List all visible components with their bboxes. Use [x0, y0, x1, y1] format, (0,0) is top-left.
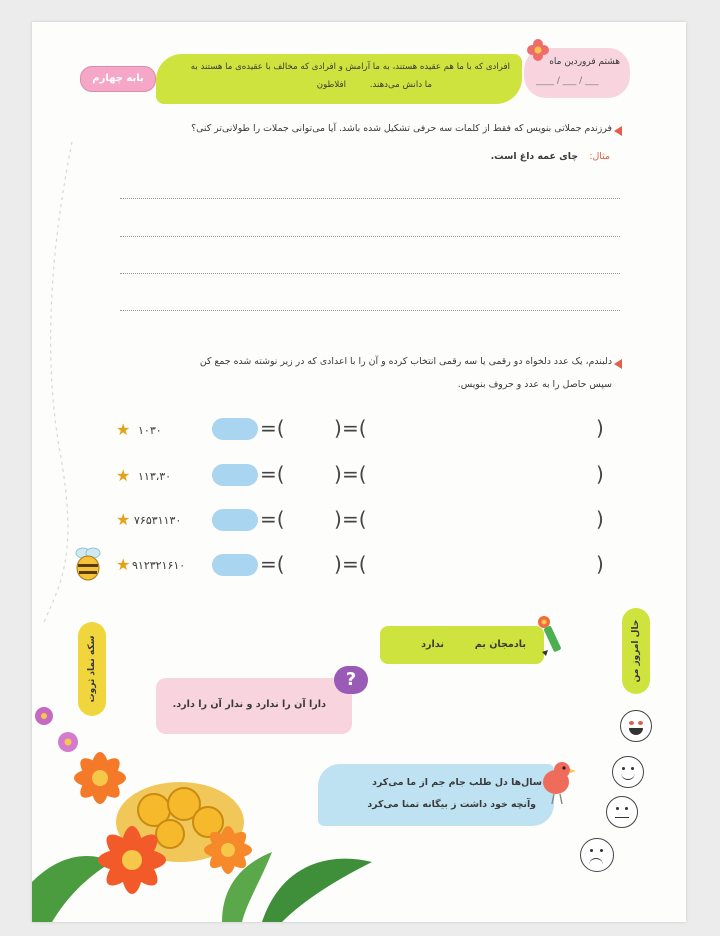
row-number: ۱۱۳،۳۰	[138, 470, 172, 483]
rule-box	[380, 626, 544, 664]
star-icon: ★	[116, 510, 131, 529]
row-number: ۷۶۵۳۱۱۳۰	[134, 514, 182, 527]
row-number: ۱۰۳۰	[138, 424, 162, 437]
close-paren: )	[596, 416, 604, 440]
close-paren: )	[596, 507, 604, 531]
open-paren: =(	[342, 462, 367, 486]
sad-face-icon[interactable]	[580, 838, 614, 872]
answer-oval[interactable]	[212, 418, 258, 440]
star-icon: ★	[116, 420, 131, 439]
mood-label: حال امروز من	[631, 619, 641, 683]
rule-label: بادمجان بم	[474, 639, 526, 650]
star-icon: ★	[116, 555, 131, 574]
exercise2-text-line2: سپس حاصل را به عدد و حروف بنویس.	[457, 379, 612, 390]
poem-line2: وآنچه خود داشت ز بیگانه تمنا می‌کرد	[367, 799, 536, 810]
open-paren: =(	[260, 462, 285, 486]
open-paren: =(	[342, 507, 367, 531]
close-paren: )	[596, 462, 604, 486]
quote-banner	[156, 54, 522, 104]
exercise1-text: فرزندم جملاتی بنویس که فقط از کلمات سه حرفی تشکیل شده باشد. آیا می‌توانی جملات را طولانی‌تر کنی؟	[191, 123, 612, 134]
close-paren: )	[334, 462, 342, 486]
quote-author: افلاطون	[316, 80, 346, 90]
answer-line-4[interactable]	[120, 310, 620, 311]
open-paren: =(	[260, 552, 285, 576]
close-paren: )	[334, 552, 342, 576]
exercise1-example-label: مثال:	[589, 151, 610, 162]
side-label: سکه نماد ثروت	[87, 635, 97, 703]
quote-line2: ما دانش می‌دهند.	[369, 80, 432, 90]
close-paren: )	[334, 507, 342, 531]
poem-line1: سال‌ها دل طلب جام جم از ما می‌کرد	[372, 777, 542, 788]
exercise2-text-line1: دلبندم، یک عدد دلخواه دو رقمی یا سه رقمی انتخاب کرده و آن را با اعدادی که در زیر نوشته شده جمع کن	[199, 356, 612, 367]
chapter-badge-label: بابه چهارم	[92, 73, 144, 84]
mood-label-pill	[622, 608, 650, 694]
flower-icon	[524, 36, 552, 64]
close-paren: )	[596, 552, 604, 576]
answer-oval[interactable]	[212, 554, 258, 576]
quote-line1: افرادی که با ما هم عقیده هستند، به ما آرامش و افرادی که مخالف با عقیده‌ی ما هستند به	[190, 62, 510, 72]
row-number: ۹۱۲۳۲۱۶۱۰	[132, 559, 186, 572]
chapter-badge	[80, 66, 156, 92]
bee-icon	[68, 544, 106, 584]
happy-face-icon[interactable]	[612, 756, 644, 788]
bird-icon	[536, 756, 578, 806]
question-mark: ?	[345, 669, 357, 690]
answer-line-2[interactable]	[120, 236, 620, 237]
neutral-face-icon[interactable]	[606, 796, 638, 828]
love-face-icon[interactable]	[620, 710, 652, 742]
bullet-icon	[614, 126, 622, 136]
answer-oval[interactable]	[212, 509, 258, 531]
flowers-and-coins-illustration	[32, 682, 392, 922]
open-paren: =(	[342, 552, 367, 576]
pencil-icon	[528, 614, 568, 658]
bullet-icon	[614, 359, 622, 369]
rule-value: ندارد	[421, 639, 444, 650]
worksheet-page	[32, 22, 686, 922]
answer-line-1[interactable]	[120, 198, 620, 199]
answer-line-3[interactable]	[120, 273, 620, 274]
open-paren: =(	[260, 416, 285, 440]
date-label: هشتم فروردین ماه	[549, 57, 620, 67]
open-paren: =(	[260, 507, 285, 531]
date-blank: ____ / ___ / ___	[536, 76, 599, 86]
riddle-text: دارا آن را ندارد و ندار آن را دارد.	[172, 699, 326, 710]
star-icon: ★	[116, 466, 131, 485]
exercise1-example-text: چای عمه داغ است.	[490, 151, 578, 162]
answer-oval[interactable]	[212, 464, 258, 486]
close-paren: )	[334, 416, 342, 440]
open-paren: =(	[342, 416, 367, 440]
